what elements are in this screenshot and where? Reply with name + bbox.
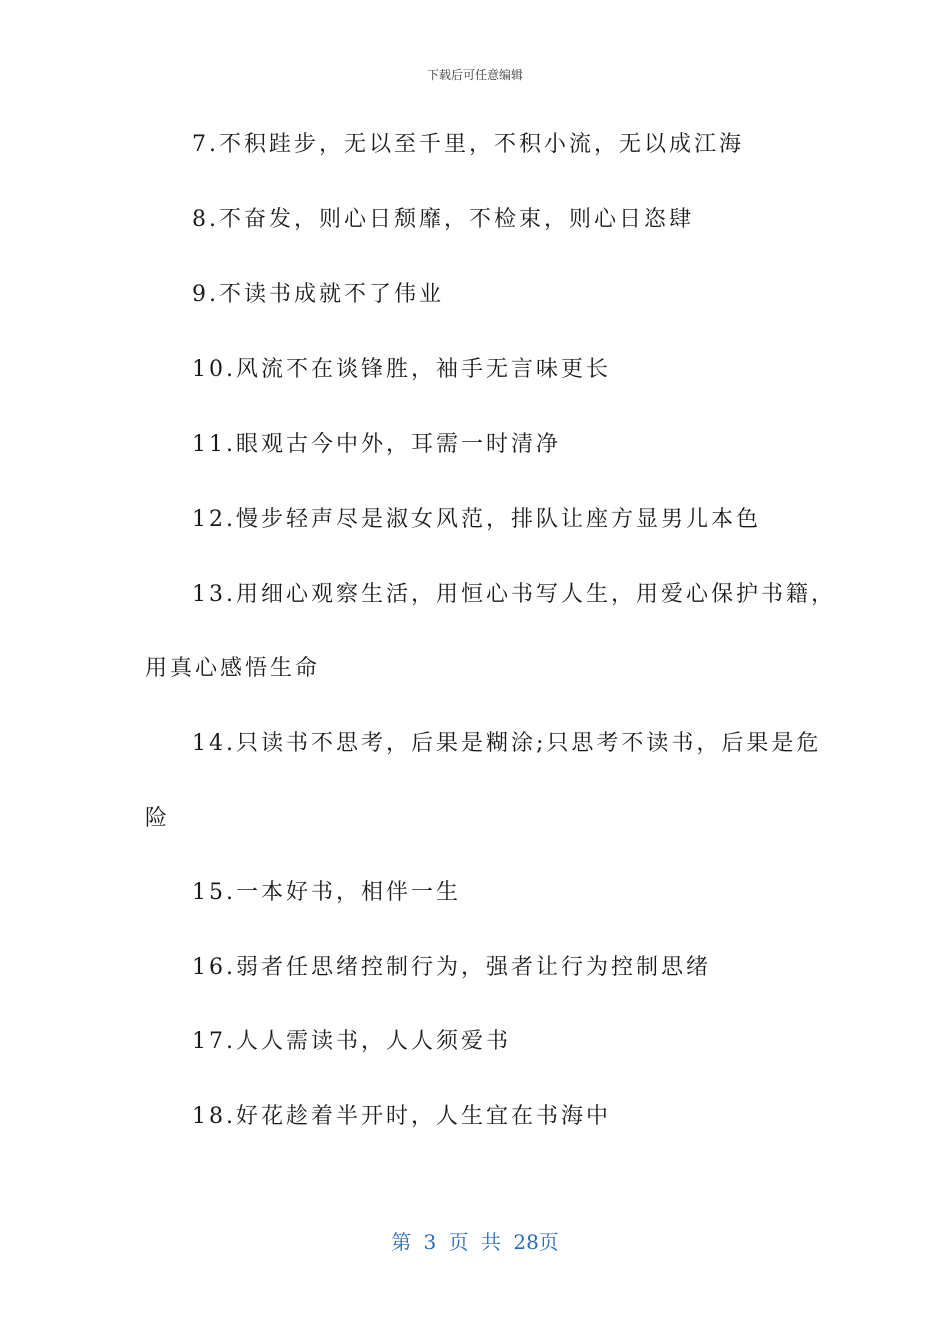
text-line-10: 10.风流不在谈锋胜，袖手无言味更长 (192, 357, 611, 382)
page-footer: 第 3 页 共 28页 (391, 1230, 559, 1254)
text-line-18: 18.好花趁着半开时，人生宜在书海中 (192, 1104, 611, 1129)
text-line-17: 17.人人需读书，人人须爱书 (192, 1029, 511, 1054)
text-line-13-cont: 用真心感悟生命 (145, 656, 321, 681)
text-line-15: 15.一本好书，相伴一生 (192, 880, 461, 905)
page-header: 下载后可任意编辑 (426, 68, 523, 82)
text-line-12: 12.慢步轻声尽是淑女风范，排队让座方显男儿本色 (192, 507, 761, 532)
text-line-8: 8.不奋发，则心日颓靡，不检束，则心日恣肆 (192, 207, 694, 232)
text-line-14-cont: 险 (145, 806, 171, 831)
text-line-7: 7.不积跬步，无以至千里，不积小流，无以成江海 (192, 132, 744, 157)
text-line-16: 16.弱者任思绪控制行为，强者让行为控制思绪 (192, 955, 711, 980)
text-line-14: 14.只读书不思考，后果是糊涂;只思考不读书，后果是危 (192, 731, 822, 756)
text-line-9: 9.不读书成就不了伟业 (192, 282, 444, 307)
text-line-13: 13.用细心观察生活，用恒心书写人生，用爱心保护书籍， (192, 582, 836, 607)
text-line-11: 11.眼观古今中外，耳需一时清净 (192, 432, 561, 457)
